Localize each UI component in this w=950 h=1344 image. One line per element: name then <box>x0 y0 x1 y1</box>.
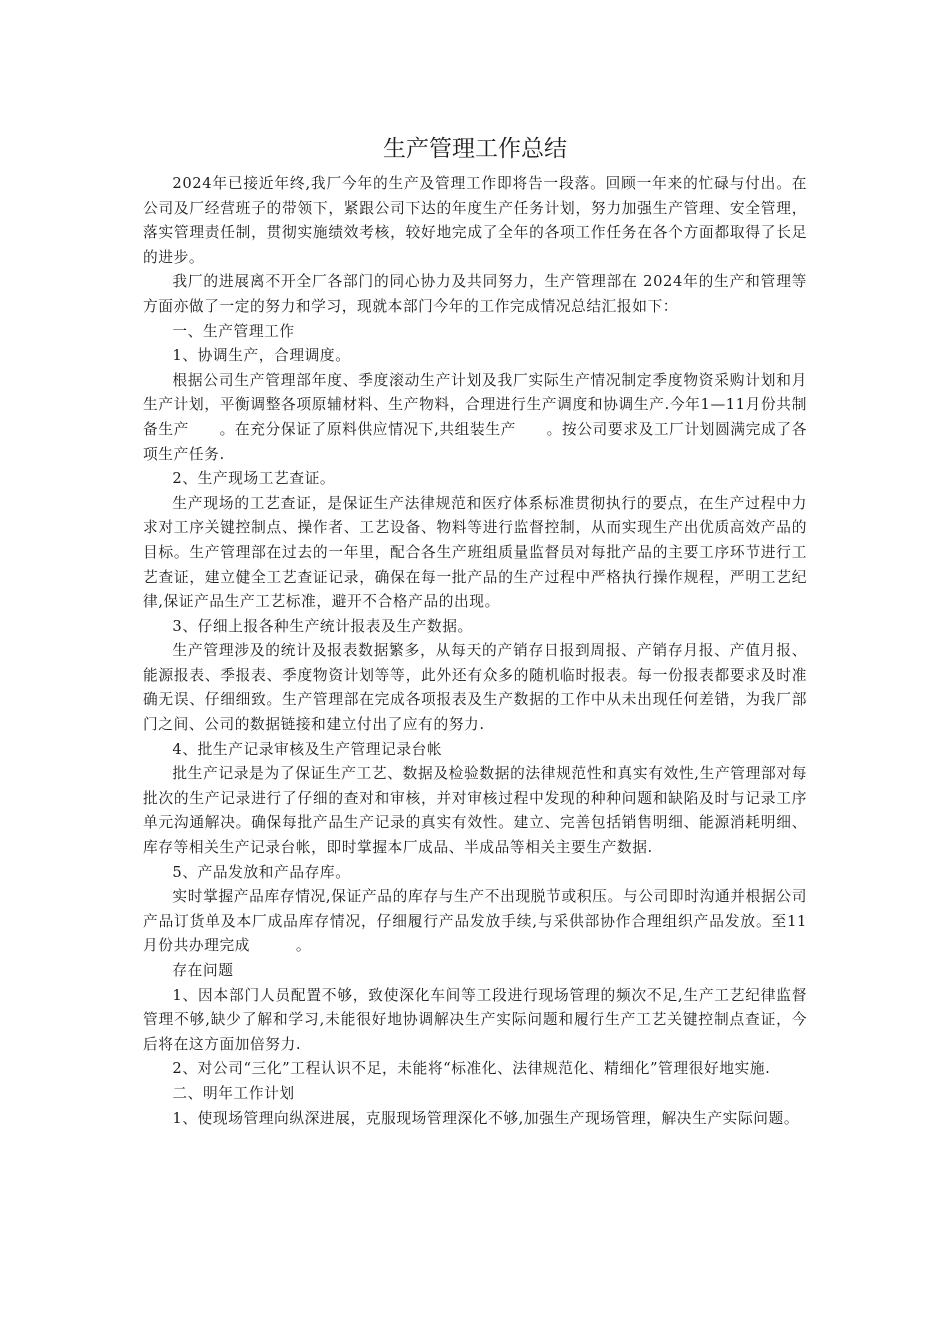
subsection-heading: 1、协调生产，合理调度。 <box>172 347 351 365</box>
paragraph: 批生产记录是为了保证生产工艺、数据及检验数据的法律规范性和真实有效性,生产管理部对每批次的生产记录进行了仔细的查对和审核，并对审核过程中发现的种种问题和缺陷及时与记录工序单元沟通解决。确保每批产品生产记录的真实有效性。建立、完善包括销售明细、能源消耗明细、库存等相关生产记录台帐，即时掌握本厂成品、半成品等相关主要生产数据. <box>143 765 807 857</box>
section-heading: 一、生产管理工作 <box>172 322 295 340</box>
paragraph: 2024年已接近年终,我厂今年的生产及管理工作即将告一段落。回顾一年来的忙碌与付出。在公司及厂经营班子的带领下，紧跟公司下达的年度生产任务计划，努力加强生产管理、安全管理，落实管理责任制，贯彻实施绩效考核，较好地完成了全年的各项工作任务在各个方面都取得了长足的进步。 <box>143 175 807 266</box>
section-heading: 二、明年工作计划 <box>172 1084 295 1102</box>
paragraph: 生产管理涉及的统计及报表数据繁多，从每天的产销存日报到周报、产销存月报、产值月报、能源报表、季报表、季度物资计划等等，此外还有众多的随机临时报表。每一份报表都要求及时准确无误、仔细细致。生产管理部在完成各项报表及生产数据的工作中从未出现任何差错，为我厂部门之间、公司的数据链接和建立付出了应有的努力. <box>143 642 807 734</box>
document-title: 生产管理工作总结 <box>383 136 567 162</box>
section-heading: 存在问题 <box>172 962 234 979</box>
subsection-heading: 5、产品发放和产品存库。 <box>172 863 351 881</box>
paragraph: 生产现场的工艺查证，是保证生产法律规范和医疗体系标准贯彻执行的要点，在生产过程中力求对工序关键控制点、操作者、工艺设备、物料等进行监督控制，从而实现生产出优质高效产品的目标。生产管理部在过去的一年里，配合各生产班组质量监督员对每批产品的主要工序环节进行工艺查证，建立健全工艺查证记录，确保在每一批产品的生产过程中严格执行操作规程，严明工艺纪律,保证产品生产工艺标准，避开不合格产品的出现。 <box>143 494 807 611</box>
paragraph: 实时掌握产品库存情况,保证产品的库存与生产不出现脱节或积压。与公司即时沟通并根据公司产品订货单及本厂成品库存情况，仔细履行产品发放手续,与采供部协作合理组织产品发放。至11月份共办理完成 。 <box>143 888 807 955</box>
subsection-heading: 4、批生产记录审核及生产管理记录台帐 <box>172 740 443 758</box>
document-body <box>143 172 807 1131</box>
paragraph: 根据公司生产管理部年度、季度滚动生产计划及我厂实际生产情况制定季度物资采购计划和月生产计划，平衡调整各项原辅材料、生产物料，合理进行生产调度和协调生产.今年1—11月份共制备生产 。在充分保证了原料供应情况下,共组装生产 。按公司要求及工厂计划圆满完成了各项生产任务. <box>143 371 807 463</box>
subsection-heading: 3、仔细上报各种生产统计报表及生产数据。 <box>172 617 473 635</box>
subsection-heading: 2、生产现场工艺查证。 <box>172 470 336 488</box>
paragraph: 1、因本部门人员配置不够，致使深化车间等工段进行现场管理的频次不足,生产工艺纪律监督管理不够,缺少了解和学习,未能很好地协调解决生产实际问题和履行生产工艺关键控制点查证，今后将在这方面加倍努力. <box>143 986 807 1053</box>
paragraph: 2、对公司“三化”工程认识不足，未能将“标准化、法律规范化、精细化”管理很好地实施. <box>172 1060 771 1078</box>
paragraph: 我厂的进展离不开全厂各部门的同心协力及共同努力，生产管理部在 2024年的生产和管理等方面亦做了一定的努力和学习，现就本部门今年的工作完成情况总结汇报如下： <box>143 273 807 315</box>
paragraph: 1、使现场管理向纵深进展，克服现场管理深化不够,加强生产现场管理，解决生产实际问题。 <box>172 1109 800 1127</box>
